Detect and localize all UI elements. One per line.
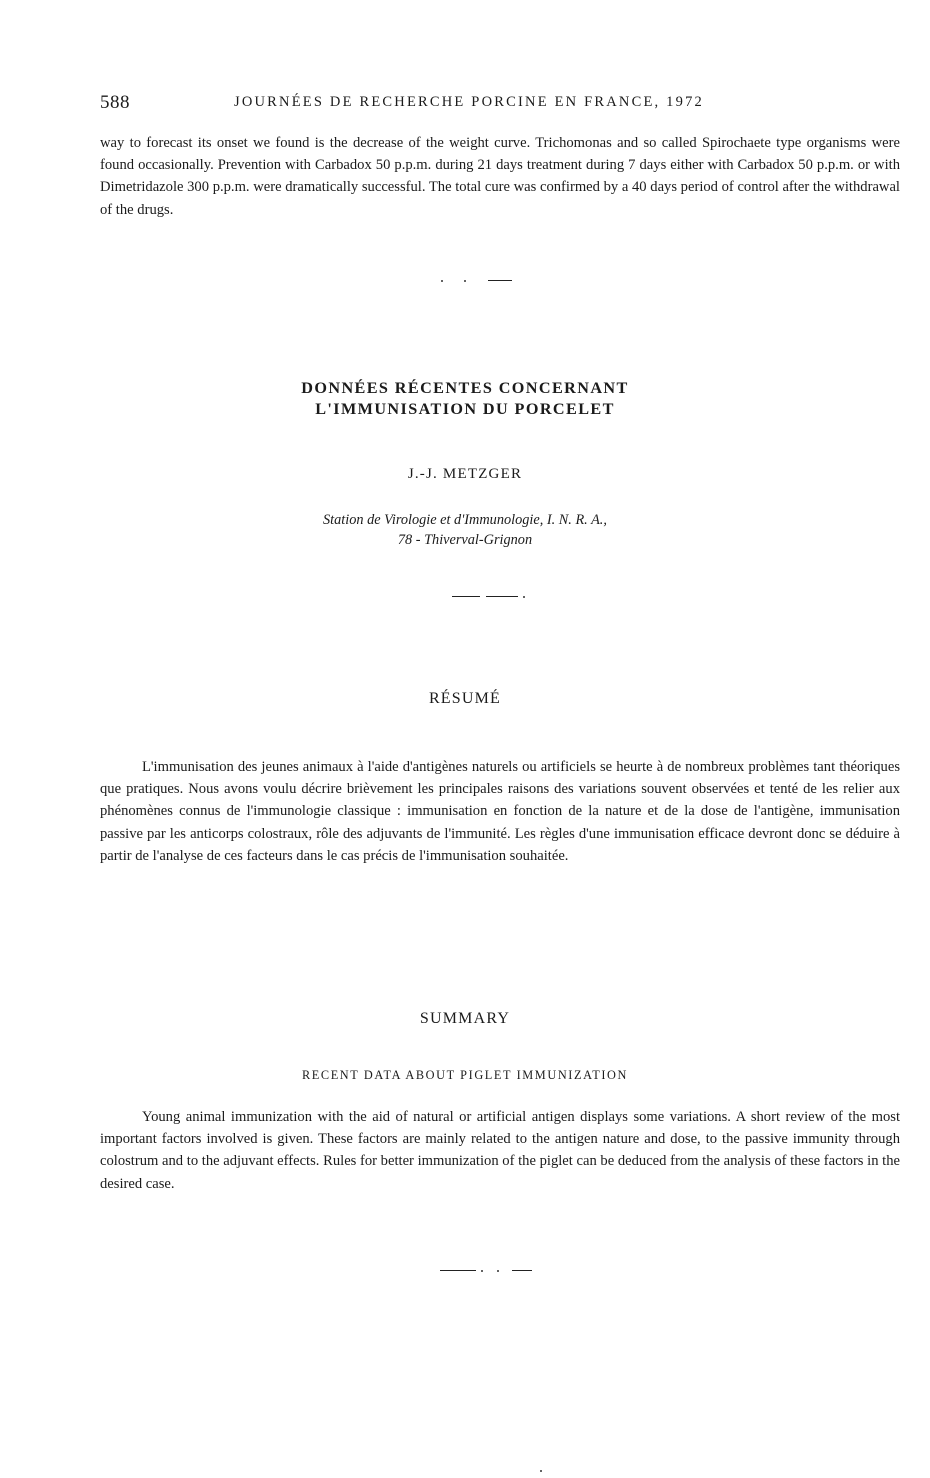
article-title-line-2: L'IMMUNISATION DU PORCELET (315, 400, 615, 418)
summary-paragraph: Young animal immunization with the aid of natural or artificial antigen displays some variations. A short review of the most important factors involved is given. These factors are mainly related to the antigen nature and dose, to the passive immunity through colostrum and to the adjuvant effects. Rules for better immunization of the piglet can be deduced from the analysis of these factors in the desired case. (100, 1109, 900, 1192)
author-affiliation (0, 510, 930, 550)
running-header (100, 92, 840, 116)
affiliation-line-2: 78 - Thiverval-Grignon (397, 532, 533, 548)
affiliation-line-1: Station de Virologie et d'Immunologie, I. N. R. A., (323, 512, 607, 528)
article-title (0, 378, 930, 420)
page-mark (540, 1470, 542, 1472)
resume-paragraph: L'immunisation des jeunes animaux à l'aide d'antigènes naturels ou artificiels se heurte à de nombreux problèmes tant théoriques que pratiques. Nous avons voulu décrire brièvement les principales raisons des variations souvent observées et tenté de les relier aux phénomènes connus de l'immunologie classique : immunisation en fonction de la nature et de la dose de l'antigène, immunisation passive par les anticorps colostraux, rôle des adjuvants de l'immunité. Les règles d'une immunisation efficace devront donc se déduire à partir de l'analyse de ces facteurs dans le cas précis de l'immunisation souhaitée. (100, 759, 900, 864)
summary-heading: SUMMARY (419, 1010, 511, 1027)
intro-paragraph: way to forecast its onset we found is the decrease of the weight curve. Trichomonas and so called Spirochaete type organisms were found occasionally. Prevention with Carbadox 50 p.p.m. during 21 days treatment during 7 days either with Carbadox 50 p.p.m. or with Dimetridazole 300 p.p.m. were dramatically successful. The total cure was confirmed by a 40 days period of control after the withdrawal of the drugs. (100, 135, 900, 218)
article-title-line-1: DONNÉES RÉCENTES CONCERNANT (301, 379, 629, 397)
resume-heading: RÉSUMÉ (428, 690, 502, 707)
journal-title: JOURNÉES DE RECHERCHE PORCINE EN FRANCE, 1972 (234, 94, 704, 110)
page-number: 588 (100, 92, 130, 113)
author-name: J.-J. METZGER (407, 466, 523, 482)
summary-subtitle: RECENT DATA ABOUT PIGLET IMMUNIZATION (301, 1068, 628, 1082)
